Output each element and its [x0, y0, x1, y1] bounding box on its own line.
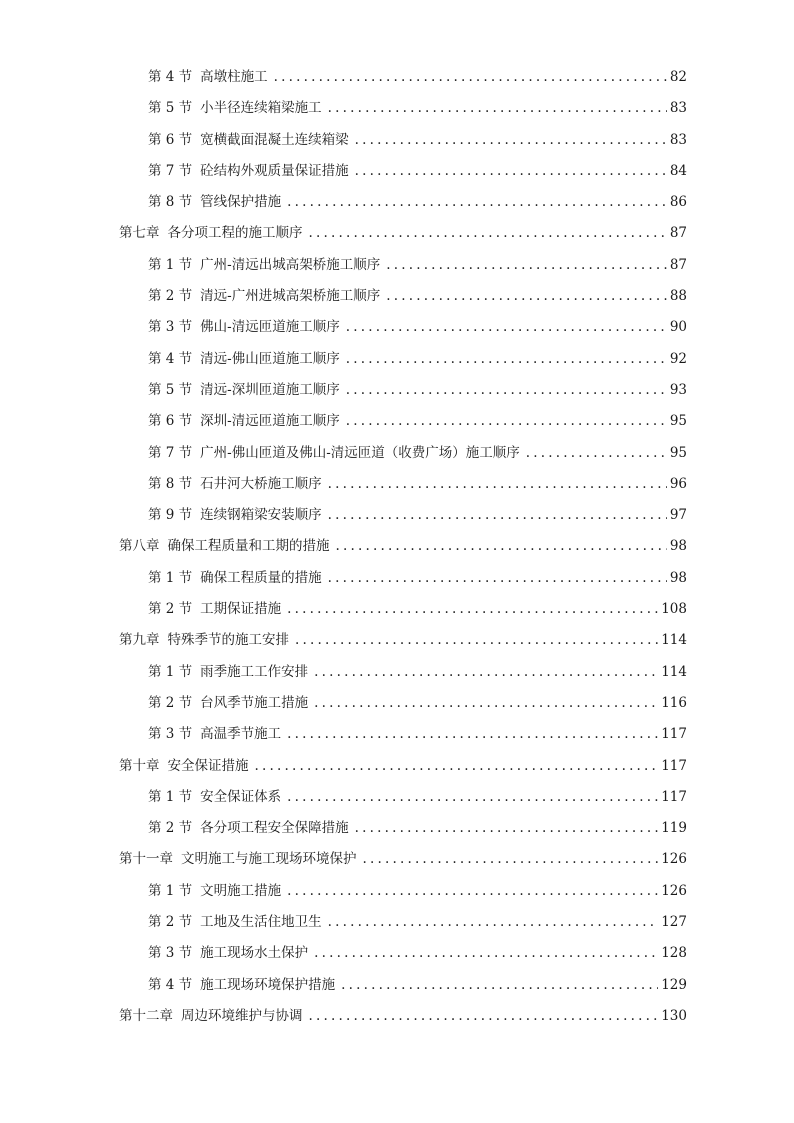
toc-section-entry[interactable]	[0, 62, 794, 93]
dot-leader	[355, 156, 667, 187]
toc-entry-title: 施工现场环境保护措施	[200, 976, 336, 993]
toc-section-entry[interactable]	[0, 688, 794, 719]
dot-leader	[526, 438, 667, 469]
toc-entry-page-number: 114	[661, 663, 687, 680]
toc-entry-page-number: 82	[669, 69, 687, 85]
toc-entry-page-number: 83	[669, 100, 687, 117]
dot-leader	[314, 657, 658, 688]
toc-entry-page-number: 97	[669, 507, 687, 524]
toc-entry-number: 第 2 节	[148, 694, 193, 711]
dot-leader	[287, 782, 658, 813]
dot-leader	[386, 250, 667, 281]
toc-entry-title: 周边环境维护与协调	[181, 1007, 303, 1024]
toc-chapter-entry[interactable]	[0, 844, 794, 875]
toc-entry-page-number: 87	[669, 256, 687, 273]
toc-section-entry[interactable]	[0, 594, 794, 625]
dot-leader	[328, 563, 667, 594]
toc-entry-page-number: 117	[661, 757, 687, 774]
toc-section-entry[interactable]	[0, 876, 794, 907]
toc-section-entry[interactable]	[0, 563, 794, 594]
dot-leader	[346, 312, 667, 343]
toc-entry-page-number: 126	[661, 851, 687, 868]
toc-entry-number: 第 4 节	[148, 976, 193, 993]
toc-entry-title: 砼结构外观质量保证措施	[200, 162, 349, 179]
toc-entry-title: 广州-佛山匝道及佛山-清远匝道（收费广场）施工顺序	[200, 444, 520, 461]
dot-leader	[309, 1001, 659, 1032]
toc-section-entry[interactable]	[0, 93, 794, 124]
toc-entry-number: 第 4 节	[148, 69, 193, 85]
toc-entry-number: 第 1 节	[148, 663, 193, 680]
dot-leader	[309, 218, 667, 249]
toc-entry-page-number: 96	[669, 475, 687, 492]
toc-entry-number: 第 5 节	[148, 381, 193, 398]
toc-entry-title: 工地及生活住地卫生	[200, 914, 322, 931]
dot-leader	[287, 594, 658, 625]
dot-leader	[341, 970, 658, 1001]
toc-section-entry[interactable]	[0, 782, 794, 813]
toc-entry-title: 雨季施工工作安排	[200, 663, 309, 680]
dot-leader	[314, 938, 658, 969]
dot-leader	[287, 876, 658, 907]
dot-leader	[328, 907, 659, 938]
toc-entry-number: 第 5 节	[148, 100, 193, 117]
toc-entry-page-number: 90	[669, 319, 687, 336]
toc-entry-page-number: 84	[669, 162, 687, 179]
toc-entry-page-number: 98	[669, 569, 687, 586]
toc-entry-title: 石井河大桥施工顺序	[200, 475, 322, 492]
toc-entry-title: 佛山-清远匝道施工顺序	[200, 319, 340, 336]
toc-entry-number: 第 1 节	[148, 882, 193, 899]
toc-entry-number: 第七章	[119, 225, 160, 242]
toc-entry-page-number: 128	[661, 945, 687, 962]
toc-entry-title: 宽横截面混凝土连续箱梁	[200, 131, 349, 148]
dot-leader	[355, 813, 659, 844]
toc-entry-number: 第 3 节	[148, 945, 193, 962]
dot-leader	[346, 406, 667, 437]
toc-entry-page-number: 88	[669, 288, 687, 305]
toc-entry-page-number: 83	[669, 131, 687, 148]
toc-entry-title: 小半径连续箱梁施工	[200, 100, 322, 117]
toc-section-entry[interactable]	[0, 813, 794, 844]
toc-entry-number: 第 8 节	[148, 194, 193, 211]
toc-chapter-entry[interactable]	[0, 625, 794, 656]
toc-section-entry[interactable]	[0, 970, 794, 1001]
toc-entry-page-number: 93	[669, 381, 687, 398]
toc-entry-number: 第十章	[119, 757, 160, 774]
toc-entry-page-number: 114	[661, 632, 687, 649]
toc-entry-number: 第 3 节	[148, 319, 193, 336]
toc-entry-page-number: 126	[661, 882, 687, 899]
toc-entry-title: 广州-清远出城高架桥施工顺序	[200, 256, 381, 273]
toc-entry-number: 第 7 节	[148, 162, 193, 179]
toc-section-entry[interactable]	[0, 344, 794, 375]
toc-entry-number: 第 4 节	[148, 350, 193, 367]
dot-leader	[386, 281, 667, 312]
dot-leader	[328, 93, 667, 124]
dot-leader	[255, 751, 659, 782]
toc-entry-title: 文明施工与施工现场环境保护	[181, 851, 357, 868]
toc-entry-number: 第 1 节	[148, 256, 193, 273]
dot-leader	[346, 375, 667, 406]
toc-chapter-entry[interactable]	[0, 751, 794, 782]
toc-entry-title: 高墩柱施工	[200, 69, 268, 85]
toc-entry-number: 第十二章	[119, 1007, 173, 1024]
dot-leader	[287, 719, 658, 750]
toc-entry-number: 第 1 节	[148, 569, 193, 586]
toc-entry-page-number: 129	[661, 976, 687, 993]
toc-entry-number: 第 3 节	[148, 726, 193, 743]
toc-entry-page-number: 108	[661, 601, 687, 618]
toc-entry-page-number: 116	[661, 694, 687, 711]
toc-section-entry[interactable]	[0, 250, 794, 281]
dot-leader	[328, 500, 667, 531]
toc-entry-number: 第 8 节	[148, 475, 193, 492]
toc-entry-number: 第 7 节	[148, 444, 193, 461]
toc-entry-page-number: 98	[669, 538, 687, 555]
toc-entry-title: 安全保证体系	[200, 788, 282, 805]
dot-leader	[336, 531, 667, 562]
dot-leader	[287, 187, 667, 218]
dot-leader	[355, 125, 667, 156]
toc-entry-title: 深圳-清远匝道施工顺序	[200, 413, 340, 430]
toc-entry-title: 施工现场水土保护	[200, 945, 309, 962]
toc-section-entry[interactable]	[0, 500, 794, 531]
toc-entry-title: 安全保证措施	[167, 757, 249, 774]
dot-leader	[328, 469, 667, 500]
toc-entry-title: 台风季节施工措施	[200, 694, 309, 711]
toc-entry-page-number: 87	[669, 225, 687, 242]
toc-section-entry[interactable]	[0, 312, 794, 343]
toc-entry-page-number: 117	[661, 726, 687, 743]
toc-section-entry[interactable]	[0, 469, 794, 500]
toc-section-entry[interactable]	[0, 375, 794, 406]
toc-entry-page-number: 95	[669, 444, 687, 461]
dot-leader	[314, 688, 658, 719]
toc-section-entry[interactable]	[0, 187, 794, 218]
toc-entry-title: 高温季节施工	[200, 726, 282, 743]
toc-entry-number: 第 2 节	[148, 820, 193, 837]
toc-chapter-entry[interactable]	[0, 218, 794, 249]
toc-entry-number: 第十一章	[119, 851, 173, 868]
toc-entry-number: 第八章	[119, 538, 160, 555]
toc-entry-page-number: 95	[669, 413, 687, 430]
toc-section-entry[interactable]	[0, 719, 794, 750]
toc-entry-number: 第 6 节	[148, 131, 193, 148]
toc-chapter-entry[interactable]	[0, 1001, 794, 1032]
toc-entry-page-number: 86	[669, 194, 687, 211]
toc-entry-title: 文明施工措施	[200, 882, 282, 899]
toc-section-entry[interactable]	[0, 125, 794, 156]
toc-entry-page-number: 92	[669, 350, 687, 367]
dot-leader	[274, 62, 667, 93]
toc-entry-title: 清远-深圳匝道施工顺序	[200, 381, 340, 398]
toc-entry-page-number: 119	[661, 820, 687, 837]
toc-entry-title: 工期保证措施	[200, 601, 282, 618]
toc-section-entry[interactable]	[0, 907, 794, 938]
toc-entry-title: 清远-广州进城高架桥施工顺序	[200, 288, 381, 305]
toc-entry-page-number: 117	[661, 788, 687, 805]
toc-section-entry[interactable]	[0, 938, 794, 969]
toc-entry-number: 第 2 节	[148, 601, 193, 618]
toc-entry-title: 管线保护措施	[200, 194, 282, 211]
toc-entry-title: 连续钢箱梁安装顺序	[200, 507, 322, 524]
toc-entry-page-number: 130	[661, 1007, 687, 1024]
toc-chapter-entry[interactable]	[0, 531, 794, 562]
toc-entry-number: 第 1 节	[148, 788, 193, 805]
toc-entry-title: 确保工程质量的措施	[200, 569, 322, 586]
toc-entry-page-number: 127	[661, 914, 687, 931]
toc-entry-title: 各分项工程的施工顺序	[167, 225, 303, 242]
dot-leader	[295, 625, 658, 656]
toc-section-entry[interactable]	[0, 406, 794, 437]
toc-section-entry[interactable]	[0, 438, 794, 469]
toc-section-entry[interactable]	[0, 281, 794, 312]
toc-entry-number: 第 2 节	[148, 914, 193, 931]
toc-entry-number: 第 2 节	[148, 288, 193, 305]
table-of-contents	[0, 62, 794, 1032]
toc-entry-number: 第 6 节	[148, 413, 193, 430]
toc-entry-number: 第 9 节	[148, 507, 193, 524]
toc-entry-number: 第九章	[119, 632, 160, 649]
dot-leader	[346, 344, 667, 375]
dot-leader	[363, 844, 659, 875]
toc-entry-title: 清远-佛山匝道施工顺序	[200, 350, 340, 367]
toc-entry-title: 确保工程质量和工期的措施	[167, 538, 330, 555]
toc-section-entry[interactable]	[0, 657, 794, 688]
toc-entry-title: 特殊季节的施工安排	[167, 632, 289, 649]
toc-section-entry[interactable]	[0, 156, 794, 187]
toc-entry-title: 各分项工程安全保障措施	[200, 820, 349, 837]
